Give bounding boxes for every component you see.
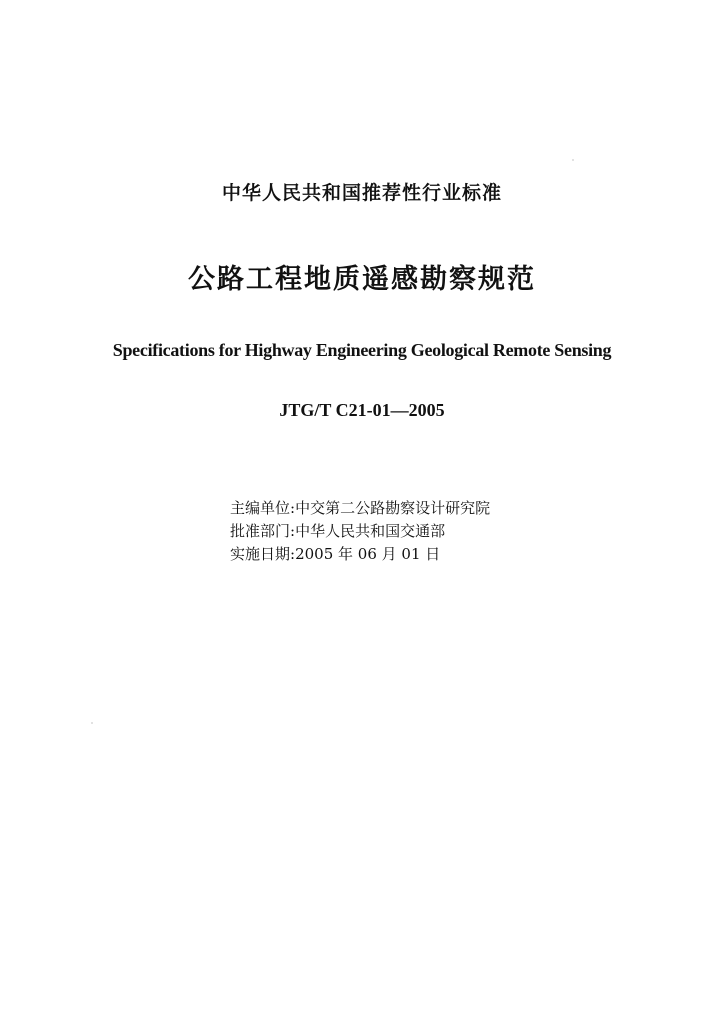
metadata-separator: : [290, 545, 296, 563]
document-title-english: Specifications for Highway Engineering Geological Remote Sensing [112, 340, 612, 360]
metadata-label: 主编单位 [230, 499, 291, 517]
metadata-label: 实施日期 [230, 545, 291, 563]
standard-series-label: 中华人民共和国推荐性行业标准 [221, 182, 502, 204]
metadata-value: 中交第二公路勘察设计研究院 [295, 499, 491, 517]
document-title-chinese: 公路工程地质遥感勘察规范 [188, 264, 536, 295]
metadata-value: 2005 年 06 月 01 日 [295, 545, 441, 563]
scan-speck [572, 159, 574, 161]
metadata-row-approver [230, 520, 490, 543]
metadata-row-effective-date [230, 543, 490, 566]
metadata-label: 批准部门 [230, 522, 291, 540]
scan-speck [91, 722, 93, 724]
metadata-value: 中华人民共和国交通部 [295, 522, 446, 540]
metadata-row-editor [230, 497, 490, 520]
document-metadata [230, 497, 490, 566]
standard-code: JTG/T C21-01—2005 [279, 400, 445, 420]
metadata-separator: : [290, 522, 296, 540]
metadata-separator: : [290, 499, 296, 517]
